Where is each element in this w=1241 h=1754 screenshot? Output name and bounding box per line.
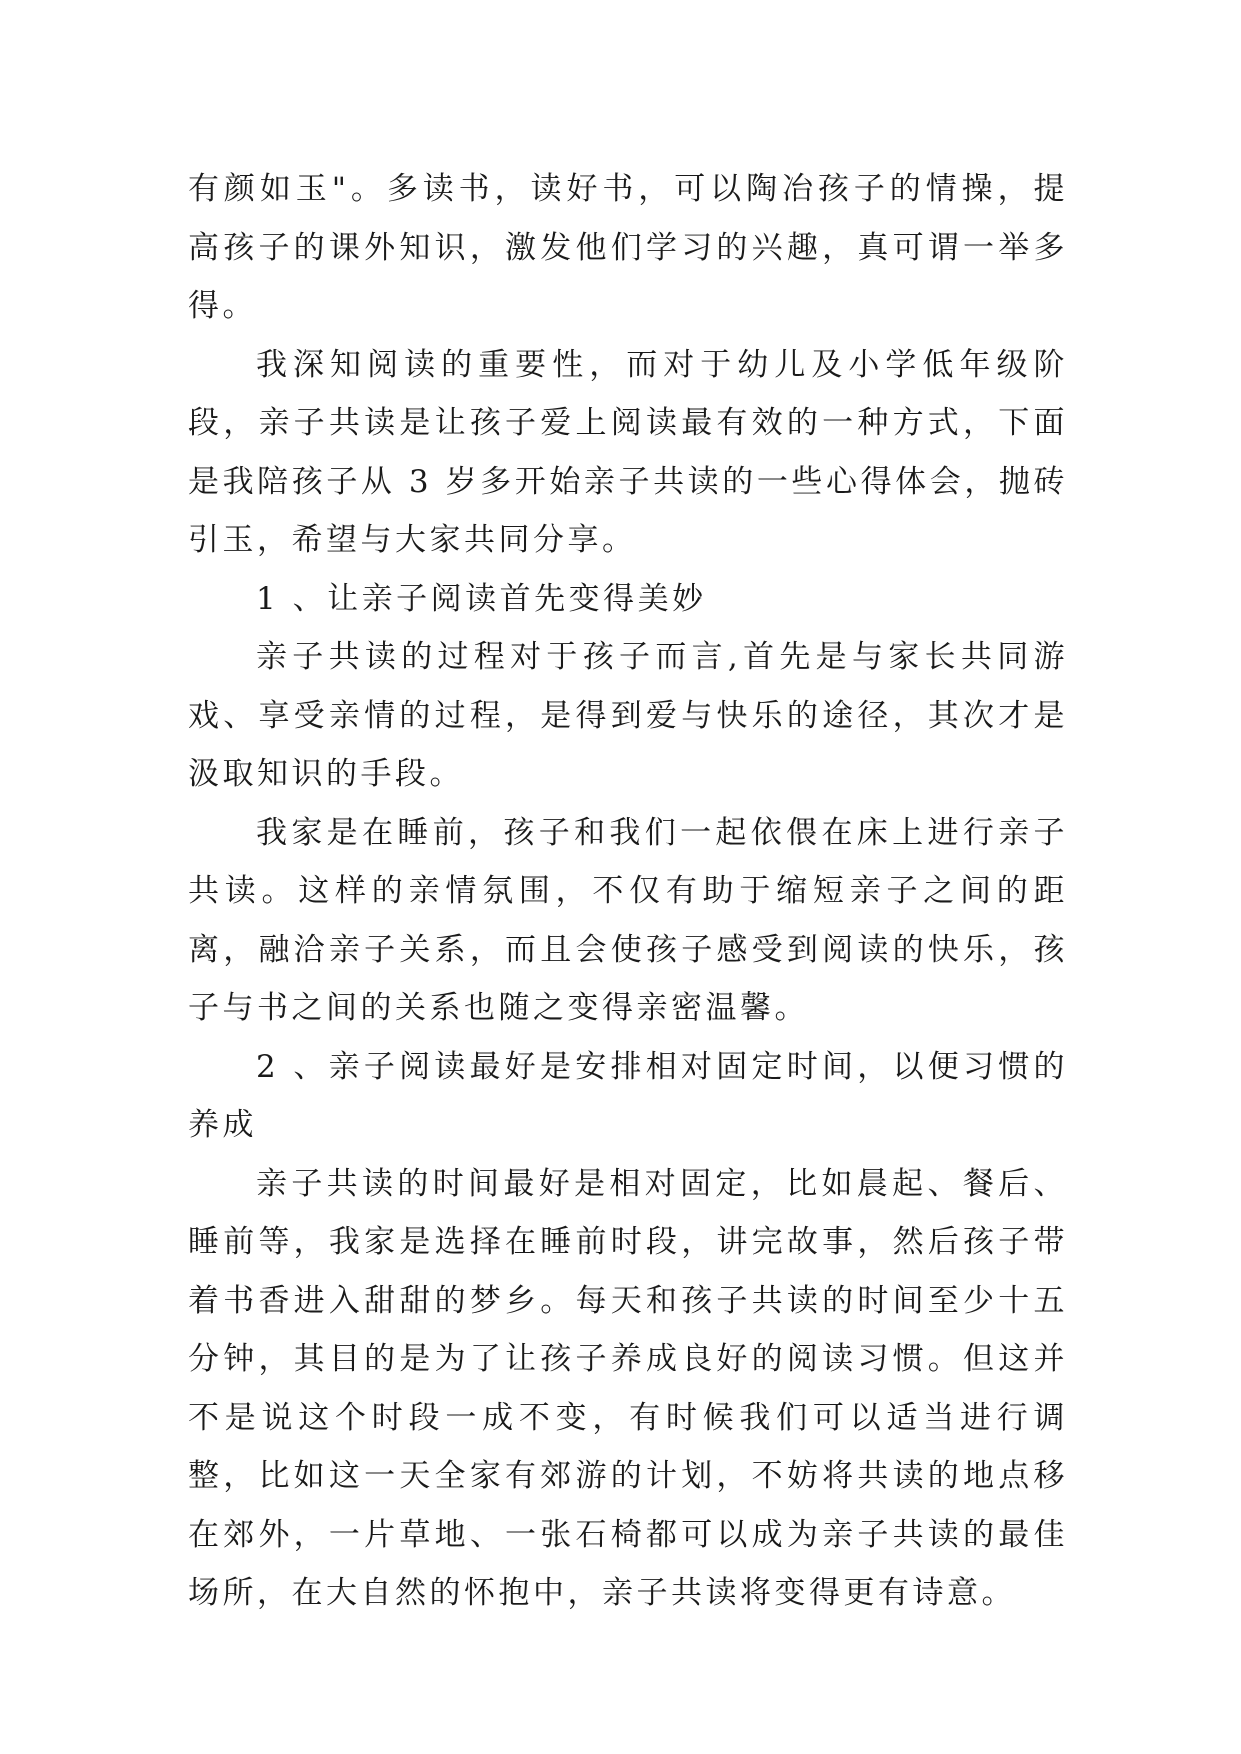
- document-body: [188, 160, 1068, 1623]
- paragraph-fixed-time: 亲子共读的时间最好是相对固定，比如晨起、餐后、睡前等，我家是选择在睡前时段，讲完故事，然后孩子带着书香进入甜甜的梦乡。每天和孩子共读的时间至少十五分钟，其目的是为了让孩子养成良好的阅读习惯。但这并不是说这个时段一成不变，有时候我们可以适当进行调整，比如这一天全家有郊游的计划，不妨将共读的地点移在郊外，一片草地、一张石椅都可以成为亲子共读的最佳场所，在大自然的怀抱中，亲子共读将变得更有诗意。: [188, 1165, 1068, 1611]
- paragraph-reading-process: 亲子共读的过程对于孩子而言,首先是与家长共同游戏、享受亲情的过程，是得到爱与快乐的途径，其次才是汲取知识的手段。: [188, 639, 1068, 792]
- paragraph-reading-importance: 我深知阅读的重要性，而对于幼儿及小学低年级阶段，亲子共读是让孩子爱上阅读最有效的一种方式，下面是我陪孩子从 3 岁多开始亲子共读的一些心得体会，抛砖引玉，希望与大家共同分享。: [188, 346, 1068, 558]
- paragraph-continuation: 有颜如玉"。多读书，读好书，可以陶冶孩子的情操，提高孩子的课外知识，激发他们学习的兴趣，真可谓一举多得。: [188, 171, 1068, 324]
- section-heading-2: 2 、亲子阅读最好是安排相对固定时间，以便习惯的养成: [188, 1048, 1068, 1143]
- paragraph-bedtime-reading: 我家是在睡前，孩子和我们一起依偎在床上进行亲子共读。这样的亲情氛围，不仅有助于缩短亲子之间的距离，融洽亲子关系，而且会使孩子感受到阅读的快乐，孩子与书之间的关系也随之变得亲密温馨。: [188, 814, 1068, 1026]
- section-heading-1: 1 、让亲子阅读首先变得美妙: [256, 580, 707, 617]
